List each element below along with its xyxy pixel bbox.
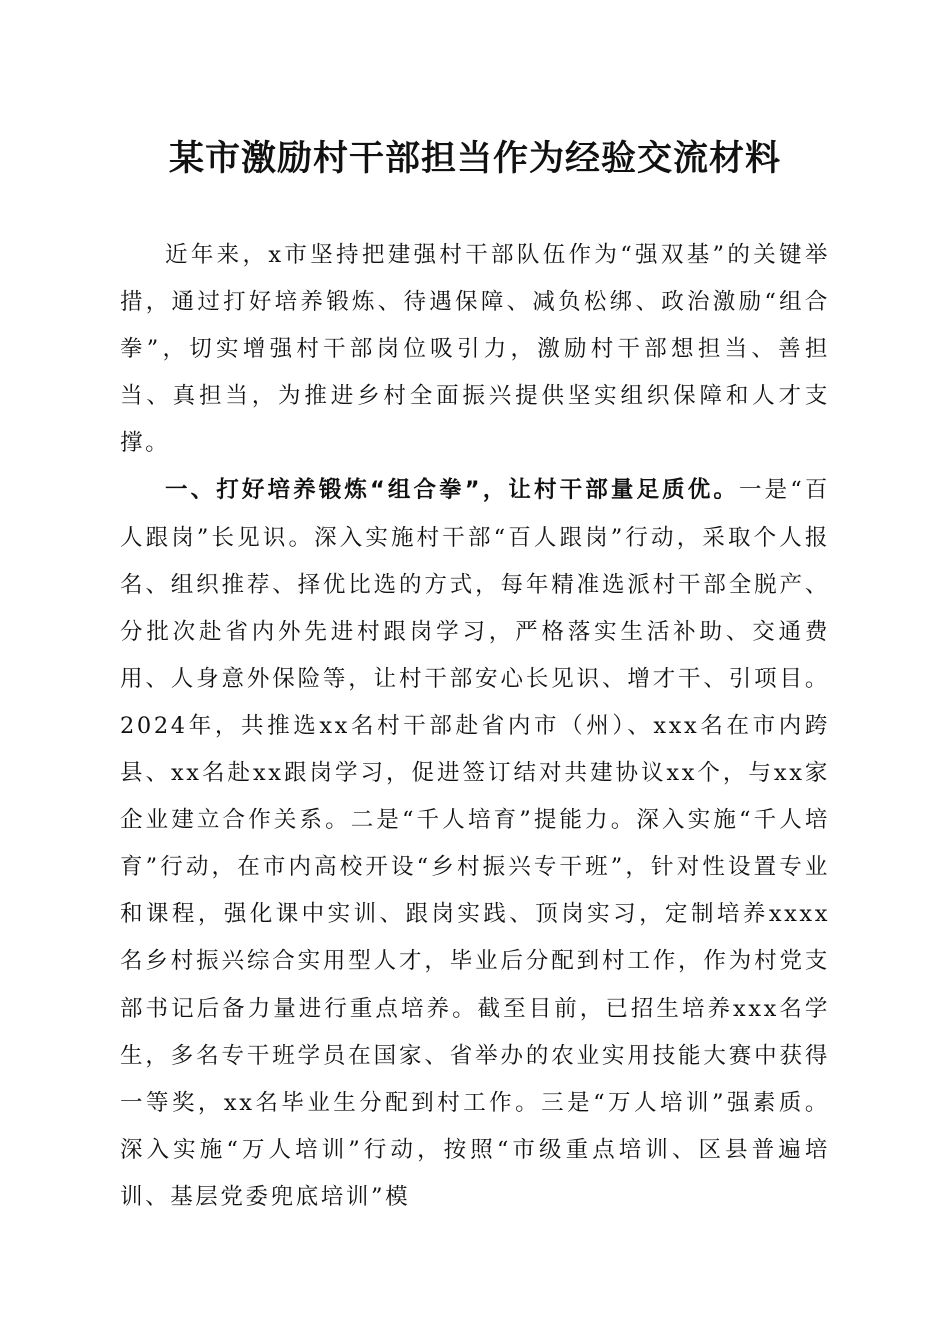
document-title: 某市激励村干部担当作为经验交流材料: [168, 138, 781, 179]
document-body: [120, 232, 830, 1221]
intro-paragraph: 近年来，x市坚持把建强村干部队伍作为“强双基”的关键举措，通过打好培养锻炼、待遇保障、减负松绑、政治激励“组合拳”，切实增强村干部岗位吸引力，激励村干部想担当、善担当、真担当，为推进乡村全面振兴提供坚实组织保障和人才支撑。: [120, 242, 830, 457]
section-1-body: 一是“百人跟岗”长见识。深入实施村干部“百人跟岗”行动，采取个人报名、组织推荐、择优比选的方式，每年精准选派村干部全脱产、分批次赴省内外先进村跟岗学习，严格落实生活补助、交通费用、人身意外保险等，让村干部安心长见识、增才干、引项目。2024年，共推选xx名村干部赴省内市（州）、xxx名在市内跨县、xx名赴xx跟岗学习，促进签订结对共建协议xx个，与xx家企业建立合作关系。二是“千人培育”提能力。深入实施“千人培育”行动，在市内高校开设“乡村振兴专干班”，针对性设置专业和课程，强化课中实训、跟岗实践、顶岗实习，定制培养xxxx名乡村振兴综合实用型人才，毕业后分配到村工作，作为村党支部书记后备力量进行重点培养。截至目前，已招生培养xxx名学生，多名专干班学员在国家、省举办的农业实用技能大赛中获得一等奖，xx名毕业生分配到村工作。三是“万人培训”强素质。深入实施“万人培训”行动，按照“市级重点培训、区县普遍培训、基层党委兜底培训”模: [120, 477, 830, 1210]
section-1-heading: 一、打好培养锻炼“组合拳”，让村干部量足质优。: [165, 477, 739, 504]
section-1-paragraph: [120, 467, 830, 1221]
